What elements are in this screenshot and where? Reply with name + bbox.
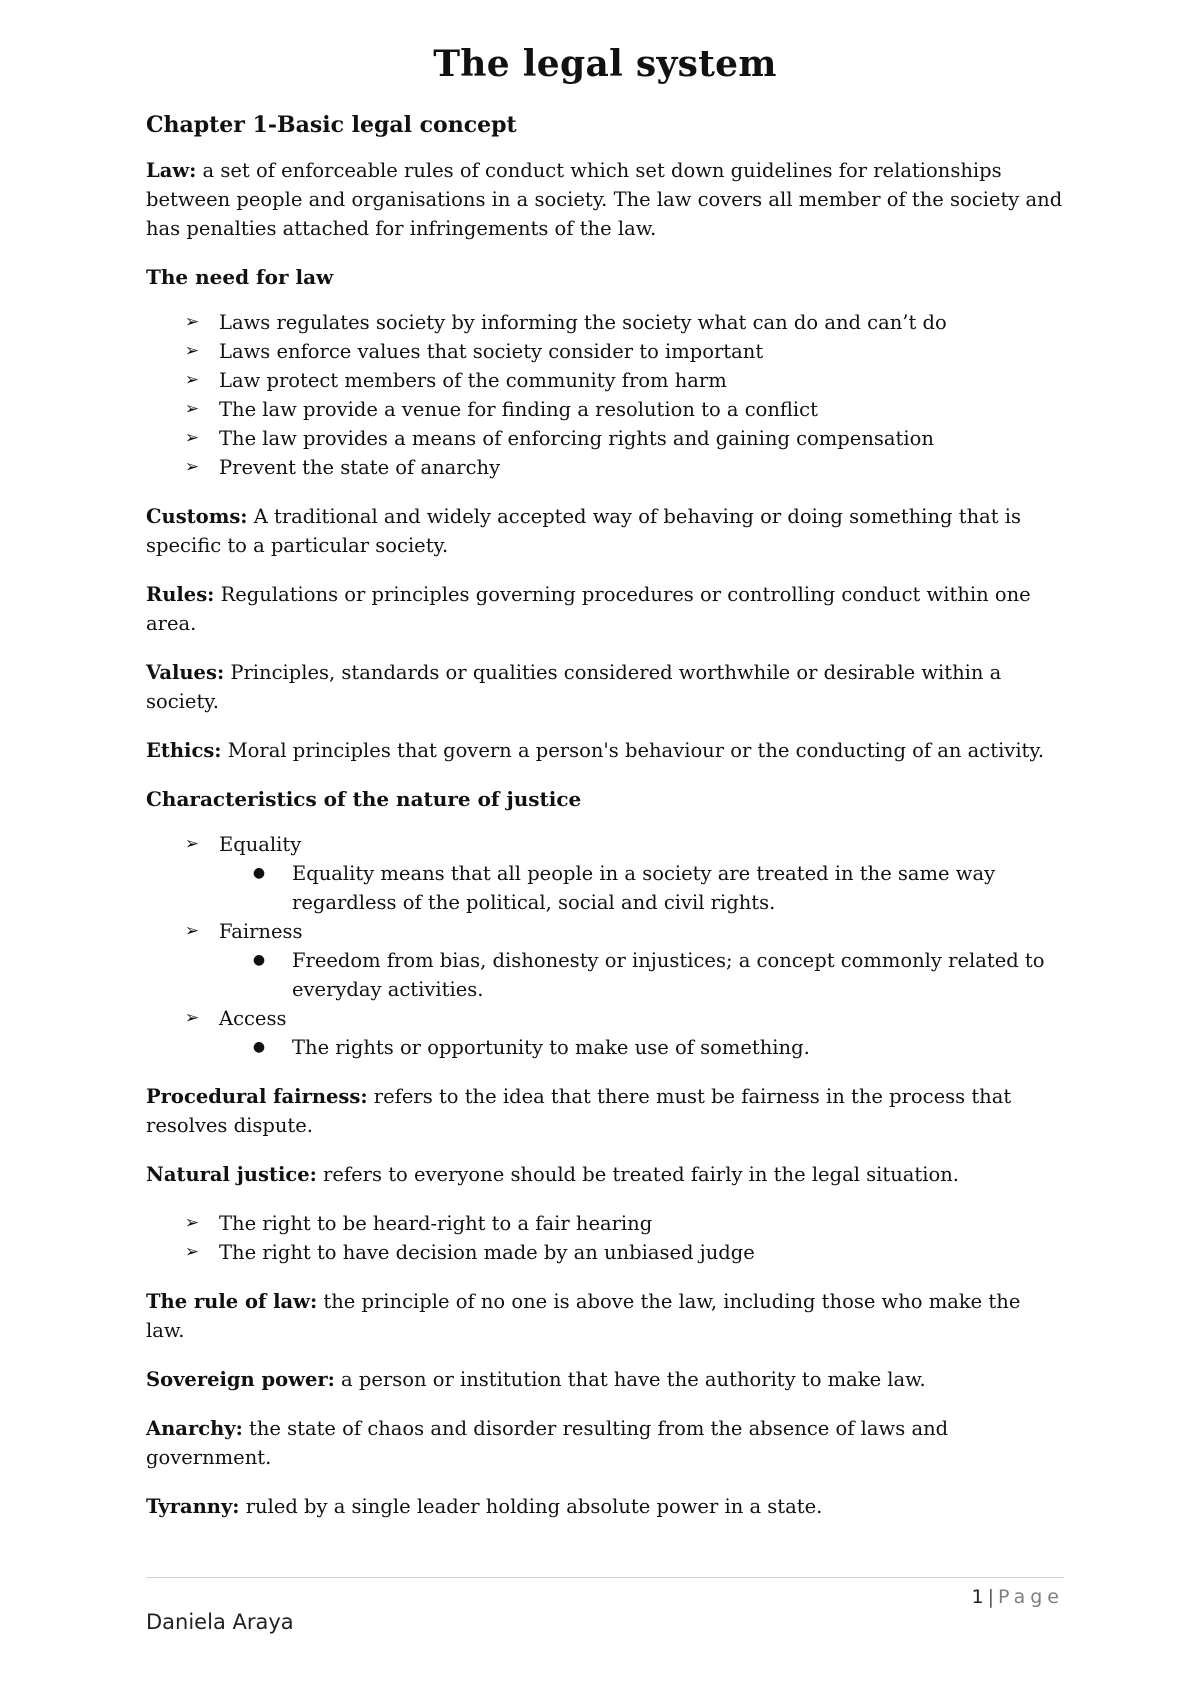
sub-list — [219, 1033, 1064, 1062]
sub-list-item-text: Freedom from bias, dishonesty or injustices; a concept commonly related to everyday activities. — [292, 949, 1045, 1001]
definition-text: ruled by a single leader holding absolute power in a state. — [239, 1495, 823, 1518]
list-item — [146, 1209, 1064, 1238]
document-body — [146, 40, 1064, 1541]
arrowhead-bullet-icon: ➢ — [184, 1242, 200, 1262]
definition-text: a set of enforceable rules of conduct which set down guidelines for relationships between people and organisations in a society. The law covers all member of the society and has penalties attached for infringements of the law. — [146, 159, 1063, 240]
definition-text: A traditional and widely accepted way of behaving or doing something that is specific to a particular society. — [146, 505, 1022, 557]
definition-text: refers to the idea that there must be fairness in the process that resolves dispute. — [146, 1085, 1012, 1137]
list-item — [146, 917, 1064, 1004]
definition-sovereign-power — [146, 1365, 1064, 1394]
definition-term: Customs: — [146, 505, 248, 528]
natural-justice-list — [146, 1209, 1064, 1267]
definition-term: The rule of law: — [146, 1290, 318, 1313]
arrowhead-bullet-icon: ➢ — [184, 399, 200, 419]
list-item-text: The law provide a venue for finding a resolution to a conflict — [219, 398, 818, 421]
definition-text: Moral principles that govern a person's behaviour or the conducting of an activity. — [221, 739, 1045, 762]
list-item-text: The right to have decision made by an unbiased judge — [219, 1241, 755, 1264]
definition-text: refers to everyone should be treated fairly in the legal situation. — [316, 1163, 959, 1186]
definition-term: Tyranny: — [146, 1495, 240, 1518]
list-item-text: Fairness — [219, 920, 303, 943]
definition-term: Sovereign power: — [146, 1368, 335, 1391]
list-item-text: Prevent the state of anarchy — [219, 456, 501, 479]
round-bullet-icon: ● — [252, 865, 266, 881]
definition-values — [146, 658, 1064, 716]
definition-term: Rules: — [146, 583, 215, 606]
list-item-text: Access — [219, 1007, 287, 1030]
definition-customs — [146, 502, 1064, 560]
list-item-text: The right to be heard-right to a fair hearing — [219, 1212, 653, 1235]
round-bullet-icon: ● — [252, 1039, 266, 1055]
definition-term: Anarchy: — [146, 1417, 243, 1440]
definition-natural-justice — [146, 1160, 1064, 1189]
definition-rule-of-law — [146, 1287, 1064, 1345]
sub-list-item — [219, 946, 1064, 1004]
list-item — [146, 308, 1064, 337]
document-title: The legal system — [433, 43, 777, 85]
arrowhead-bullet-icon: ➢ — [184, 312, 200, 332]
page-number-value: 1 — [971, 1586, 984, 1608]
definition-procedural-fairness — [146, 1082, 1064, 1140]
section-heading-justice: Characteristics of the nature of justice — [146, 787, 582, 811]
definition-term: Law: — [146, 159, 197, 182]
list-item-text: The law provides a means of enforcing rights and gaining compensation — [219, 427, 934, 450]
arrowhead-bullet-icon: ➢ — [184, 457, 200, 477]
definition-law — [146, 156, 1064, 243]
section-heading-need-for-law: The need for law — [146, 265, 334, 289]
sub-list-item — [219, 859, 1064, 917]
sub-list-item-text: The rights or opportunity to make use of something. — [292, 1036, 810, 1059]
arrowhead-bullet-icon: ➢ — [184, 428, 200, 448]
need-for-law-list — [146, 308, 1064, 482]
list-item-text: Equality — [219, 833, 302, 856]
list-item-text: Laws regulates society by informing the society what can do and can’t do — [219, 311, 947, 334]
sub-list-item — [219, 1033, 1064, 1062]
definition-ethics — [146, 736, 1064, 765]
list-item — [146, 337, 1064, 366]
list-item-text: Laws enforce values that society consider to important — [219, 340, 764, 363]
definition-text: the state of chaos and disorder resulting from the absence of laws and government. — [146, 1417, 949, 1469]
definition-term: Values: — [146, 661, 225, 684]
justice-characteristics-list — [146, 830, 1064, 1062]
list-item — [146, 1238, 1064, 1267]
definition-term: Ethics: — [146, 739, 222, 762]
arrowhead-bullet-icon: ➢ — [184, 921, 200, 941]
definition-text: Regulations or principles governing procedures or controlling conduct within one area. — [146, 583, 1031, 635]
sub-list-item-text: Equality means that all people in a society are treated in the same way regardless of the political, social and civil rights. — [292, 862, 996, 914]
list-item — [146, 453, 1064, 482]
definition-term: Procedural fairness: — [146, 1085, 368, 1108]
definition-text: Principles, standards or qualities considered worthwhile or desirable within a society. — [146, 661, 1002, 713]
list-item — [146, 395, 1064, 424]
round-bullet-icon: ● — [252, 952, 266, 968]
list-item-text: Law protect members of the community from harm — [219, 369, 727, 392]
arrowhead-bullet-icon: ➢ — [184, 370, 200, 390]
sub-list — [219, 859, 1064, 917]
definition-tyranny — [146, 1492, 1064, 1521]
definition-text: the principle of no one is above the law, including those who make the law. — [146, 1290, 1021, 1342]
page-number-separator: | — [987, 1586, 994, 1608]
sub-list — [219, 946, 1064, 1004]
footer-author: Daniela Araya — [146, 1610, 294, 1634]
page-number — [972, 1584, 1065, 1610]
definition-term: Natural justice: — [146, 1163, 317, 1186]
arrowhead-bullet-icon: ➢ — [184, 1008, 200, 1028]
arrowhead-bullet-icon: ➢ — [184, 1213, 200, 1233]
list-item — [146, 830, 1064, 917]
list-item — [146, 1004, 1064, 1062]
chapter-heading: Chapter 1-Basic legal concept — [146, 112, 517, 138]
list-item — [146, 424, 1064, 453]
definition-rules — [146, 580, 1064, 638]
page-label: Page — [998, 1586, 1064, 1608]
definition-anarchy — [146, 1414, 1064, 1472]
list-item — [146, 366, 1064, 395]
footer-divider — [146, 1577, 1064, 1578]
arrowhead-bullet-icon: ➢ — [184, 341, 200, 361]
arrowhead-bullet-icon: ➢ — [184, 834, 200, 854]
definition-text: a person or institution that have the authority to make law. — [334, 1368, 926, 1391]
